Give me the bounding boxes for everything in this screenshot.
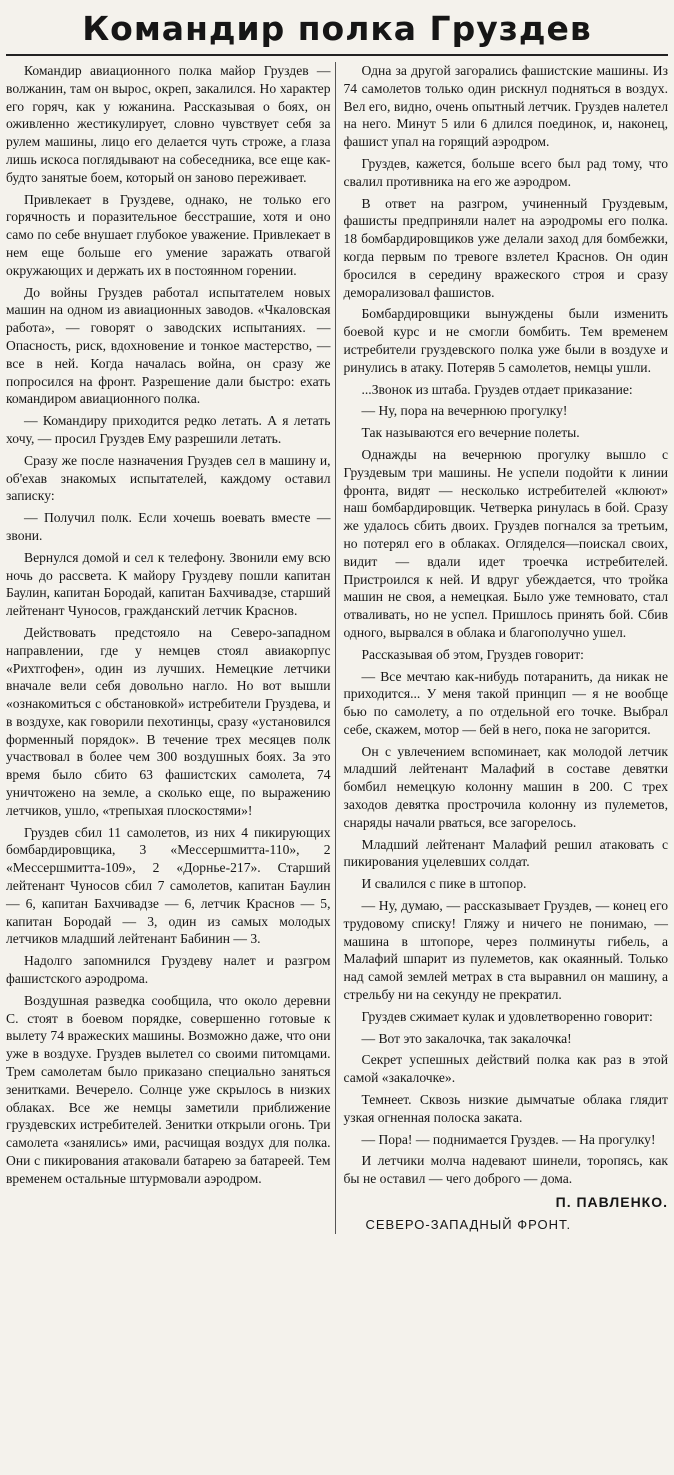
article-paragraph: Рассказывая об этом, Груздев говорит: <box>361 646 584 662</box>
article-paragraph: И летчики молча надевают шинели, торопясь, как бы не оставил — чего доброго — дома. <box>343 1153 668 1187</box>
article-paragraph: Сразу же после назначения Груздев сел в машину и, об'ехав знакомых испытателей, каждому оставил записку: <box>6 452 331 504</box>
article-paragraph: Младший лейтенант Малафий решил атаковать с пикирования уцелевших солдат. <box>343 836 668 870</box>
article-paragraph: — Командиру приходится редко летать. А я летать хочу, — просил Груздев Ему разрешили летать. <box>6 413 331 446</box>
article-paragraph: — Ну, пора на вечернюю прогулку! <box>361 403 568 419</box>
article-paragraph: Командир авиационного полка майор Груздев — волжанин, там он вырос, окреп, закалился. Но характер его горяч, как у южанина. Рассказывая о боях, он оживленно жестикулирует, словно чувствует себя за рулем машины, лицо его делается чуть строже, а глаза лишь искоса поглядывают на собеседника, все еще как-будто занятые боем, который он заново переживает. <box>6 63 331 185</box>
right-column-paragraphs <box>344 62 669 1188</box>
article-paragraph: — Все мечтаю как-нибудь потаранить, да никак не приходится... У меня такой принцип — я не вообще бью по самолету, а по отдельной его точке. Выбрал себе, скажем, мотор — бей в него, пока не загорится. <box>343 668 668 737</box>
author-signature: П. ПАВЛЕНКО. <box>555 1194 668 1211</box>
article-paragraph: Однажды на вечернюю прогулку вышло с Груздевым три машины. Не успели подойти к линии фронта, видят — несколько истребителей «клюют» наш бомбардировщик. Четверка ринулась в бой. Сразу же удалось сбить двоих. Груздев погнался за третьим, но потерял его в облаках. Огляделся—поискал своих, видит — вдали идет троечка истребителей. Пристроился к ней. И вдруг убеждается, что тройка машин не своя, а немецкая. Было уже темновато, стал отваливать, но не успел. Пришлось принять бой. Сбив одного, вырвался в облака и благополучно ушел. <box>343 446 668 640</box>
left-column <box>6 62 336 1234</box>
article-paragraph: — Пора! — поднимается Груздев. — На прогулку! <box>361 1131 656 1147</box>
article-paragraph: Бомбардировщики вынуждены были изменить боевой курс и не смогли бомбить. Тем временем истребители груздевского полка уже были в воздухе и ринулись в атаку. Потеряв 5 самолетов, немцы ушли. <box>343 306 668 375</box>
article-body <box>6 62 668 1234</box>
article-paragraph: И свалился с пике в штопор. <box>361 876 527 892</box>
article-paragraph: — Получил полк. Если хочешь воевать вместе — звони. <box>6 510 331 543</box>
article-paragraph: Действовать предстояло на Северо-западном направлении, где у немцев стоял авиакорпус «Рихтгофен», один из лучших. Немецкие летчики вначале вели себя довольно нагло. Но вот вышли «ознакомиться с обстановкой» истребители Груздева, и в воздухе, как говорили пехотинцы, сразу «установился форменный порядок». В течение трех месяцев полк участвовал в более чем 300 воздушных боях. За это время было сбито 63 фашистских самолета, 74 уничтожено на земле, а сколько еще, по выражению летчиков, ушло, «трепыхая плоскостями»! <box>6 624 331 818</box>
article-paragraph: Воздушная разведка сообщила, что около деревни С. стоят в боевом порядке, совершенно готовые к вылету 74 вражеских машины. Возможно даже, что они уже в воздухе. Груздев вылетел со своими питомцами. Трем самолетам было приказано специально заняться зенитками. Вечерело. Солнце уже скрылось в низких облаках. Все же немцы заметили приближение груздевских истребителей. Зенитки открыли огонь. Три самолета «занялись» ими, расчищая воздух для полка. Они с пикирования атаковали батарею за батареей. Тем временем остальные штурмовали аэродром. <box>6 992 331 1186</box>
article-paragraph: Груздев сжимает кулак и удовлетворенно говорит: <box>361 1008 653 1024</box>
article-paragraph: До войны Груздев работал испытателем новых машин на одном из авиационных заводов. «Чкаловская работа», — говорят о заводских испытаниях. — Опасность, риск, вдохновение и тонкое мастерство, — все в ней. Когда началась война, он сразу же попросился на фронт. Разрешение дали быстро: ехать командиром авиационного полка. <box>6 284 331 407</box>
headline: Командир полка Груздев <box>6 4 668 56</box>
article-paragraph: Груздев, кажется, больше всего был рад тому, что свалил противника на его же аэродром. <box>343 155 668 189</box>
article-paragraph: Так называются его вечерние полеты. <box>361 425 580 441</box>
article-paragraph: ...Звонок из штаба. Груздев отдает приказание: <box>361 381 633 397</box>
article-paragraph: Привлекает в Груздеве, однако, не только его горячность и поразительное бесстрашие, хотя и оно само по себе внушает глубокое уважение. Привлекает в нем еще больше его умение заражать отвагой окружающих и держать их в постоянном горении. <box>6 191 331 278</box>
article-paragraph: Темнеет. Сквозь низкие дымчатые облака глядит узкая огненная полоска заката. <box>343 1092 668 1125</box>
article-paragraph: Вернулся домой и сел к телефону. Звонили ему всю ночь до рассвета. К майору Груздеву пошли капитан Баулин, капитан Бородай, капитан Бахчивадзе, старший лейтенант Чуносов, гражданский летчик Краснов. <box>6 549 331 619</box>
dateline: СЕВЕРО-ЗАПАДНЫЙ ФРОНТ. <box>365 1216 572 1232</box>
article-paragraph: Одна за другой загорались фашистские машины. Из 74 самолетов только один рискнул подняться в воздух. Вел его, видно, очень опытный летчик. Груздев налетел на него. Минут 5 или 6 длился поединок, и, наконец, фашист упал на горящий аэродром. <box>343 63 668 150</box>
article-paragraph: — Ну, думаю, — рассказывает Груздев, — конец его трудовому списку! Гляжу и ничего не понимаю, — машина в штопоре, через полминуты гибель, а Малафий шпарит из пулеметов, как окаянный. Только над самой землей метрах в ста выравнил он машину, а стрельбу ни на секунду не прекратил. <box>343 898 668 1003</box>
article-paragraph: Надолго запомнился Груздеву налет и разгром фашистского аэродрома. <box>6 953 331 987</box>
article-paragraph: В ответ на разгром, учиненный Груздевым, фашисты предприняли налет на аэродромы его полка. 18 бомбардировщиков уже делали заход для бомбежки, когда первым по тревоге взлетел Краснов. Он один бросился в середину вражеского строя и сразу деморализовал фашистов. <box>343 195 668 300</box>
article-paragraph: Секрет успешных действий полка как раз в этой самой «закалочке». <box>343 1052 668 1086</box>
article-paragraph: Он с увлечением вспоминает, как молодой летчик младший лейтенант Малафий в составе девятки бомбил немецкую колонну машин в 200. С трех заходов девятка прострочила колонну из пулеметов, снаряды начали рваться, все загорелось. <box>343 743 668 830</box>
article-paragraph: — Вот это закалочка, так закалочка! <box>361 1030 572 1046</box>
right-column <box>344 62 669 1234</box>
article-paragraph: Груздев сбил 11 самолетов, из них 4 пикирующих бомбардировщика, 3 «Мессершмитта-110», 2 «Мессершмитта-109», 2 «Дорнье-217». Старший лейтенант Чуносов сбил 7 самолетов, капитан Баулин — 6, капитан Бахчивадзе — 6, летчик Краснов — 5, капитан Бородай — 3, один из самых молодых летчиков младший лейтенант Бабинин — 3. <box>6 824 331 947</box>
